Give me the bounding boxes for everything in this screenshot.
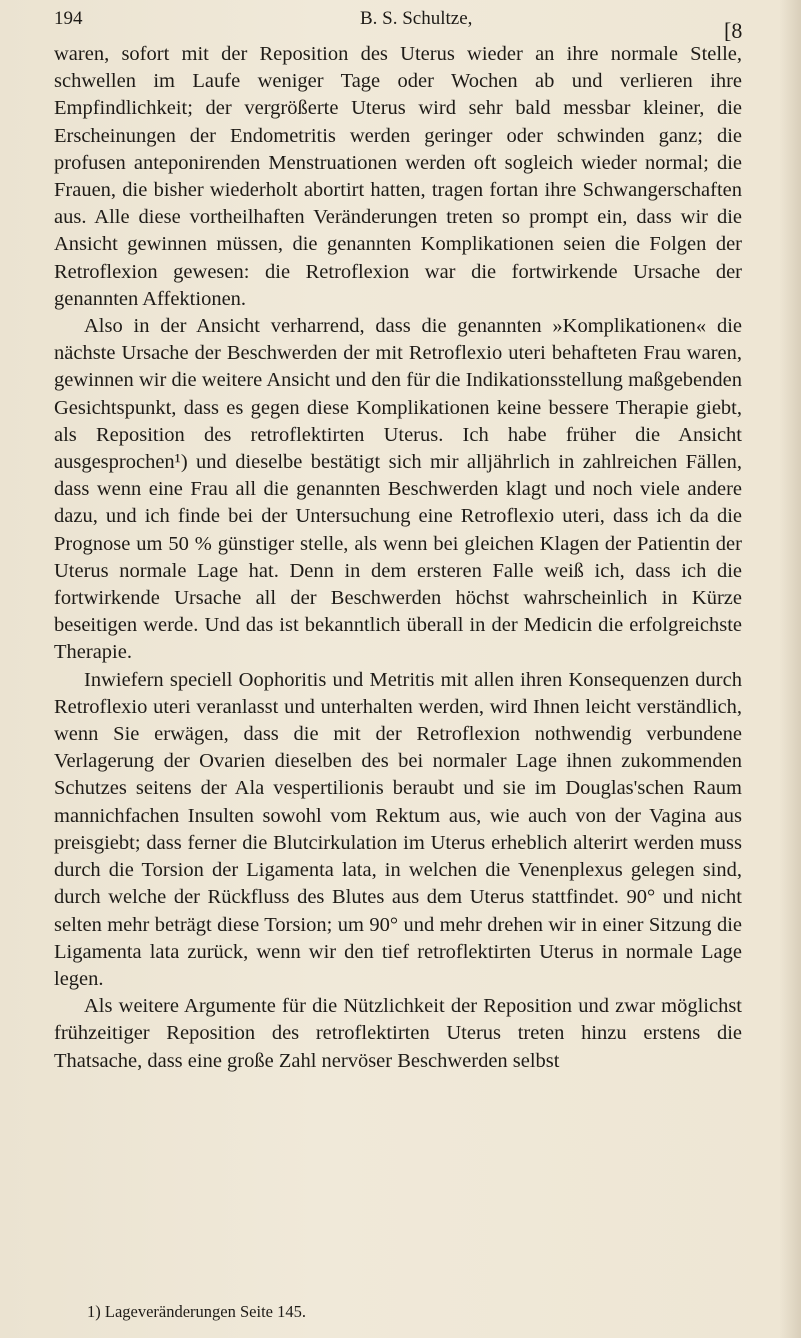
footnote: 1) Lageveränderungen Seite 145.	[87, 1302, 306, 1321]
paragraph-3: Inwiefern speciell Oophoritis und Metritis mit allen ihren Konsequenzen durch Retroflexio uteri veranlasst und unterhalten werden, wird Ihnen leicht verständlich, wenn Sie erwägen, dass die mit der Retroflexion nothwendig verbundene Verlagerung der Ovarien dieselben des bei normaler Lage ihnen zukommenden Schutzes seitens der Ala vespertilionis beraubt und sie im Douglas'schen Raum mannichfachen Insulten sowohl vom Rektum aus, wie auch von der Vagina aus preisgiebt; dass ferner die Blutcirkulation im Uterus erheblich alterirt werden muss durch die Torsion der Ligamenta lata, in welchen die Venenplexus gelegen sind, durch welche der Rückfluss des Blutes aus dem Uterus stattfindet. 90° und nicht selten mehr beträgt diese Torsion; um 90° und mehr drehen wir in einer Sitzung die Ligamenta lata zurück, wenn wir den tief retroflektirten Uterus in normale Lage legen.	[54, 668, 742, 990]
page-number: 194	[54, 8, 83, 29]
paragraph-4: Als weitere Argumente für die Nützlichkeit der Reposition und zwar möglichst frühzeitiger Reposition des retroflektirten Uterus treten hinzu erstens die Thatsache, dass eine große Zahl nervöser Beschwerden selbst	[54, 995, 742, 1072]
running-head: B. S. Schultze,	[360, 8, 473, 29]
section-mark: [8	[724, 18, 743, 43]
page-edge-shadow	[779, 0, 801, 1338]
paragraph-1: waren, sofort mit der Reposition des Uterus wieder an ihre normale Stelle, schwellen im Laufe weniger Tage oder Wochen ab und verlieren ihre Empfindlichkeit; der vergrößerte Uterus wird sehr bald messbar kleiner, die Erscheinungen der Endometritis werden geringer oder schwinden ganz; die profusen anteponirenden Menstruationen werden oft sogleich wieder normal; die Frauen, die bisher wiederholt abortirt hatten, tragen fortan ihre Schwangerschaften aus. Alle diese vortheilhaften Veränderungen treten so prompt ein, dass wir die Ansicht gewinnen müssen, die genannten Komplikationen seien die Folgen der Retroflexion gewesen: die Retroflexion war die fortwirkende Ursache der genannten Affektionen.	[54, 43, 742, 310]
paragraph-2: Also in der Ansicht verharrend, dass die genannten »Komplikationen« die nächste Ursache der Beschwerden der mit Retroflexio uteri behafteten Frau waren, gewinnen wir die weitere Ansicht und den für die Indikationsstellung maßgebenden Gesichtspunkt, dass es gegen diese Komplikationen keine bessere Therapie giebt, als Reposition des retroflektirten Uterus. Ich habe früher die Ansicht ausgesprochen¹) und dieselbe bestätigt sich mir alljährlich in zahlreichen Fällen, dass wenn eine Frau all die genannten Beschwerden klagt und noch viele andere dazu, und ich finde bei der Untersuchung eine Retroflexio uteri, dass ich da die Prognose um 50 % günstiger stelle, als wenn bei gleichen Klagen der Patientin der Uterus normale Lage hat. Denn in dem ersteren Falle weiß ich, dass ich die fortwirkende Ursache all der Beschwerden höchst wahrscheinlich in Kürze beseitigen werde. Und das ist bekanntlich überall in der Medicin die erfolgreichste Therapie.	[54, 315, 742, 664]
body-text	[54, 41, 742, 1075]
